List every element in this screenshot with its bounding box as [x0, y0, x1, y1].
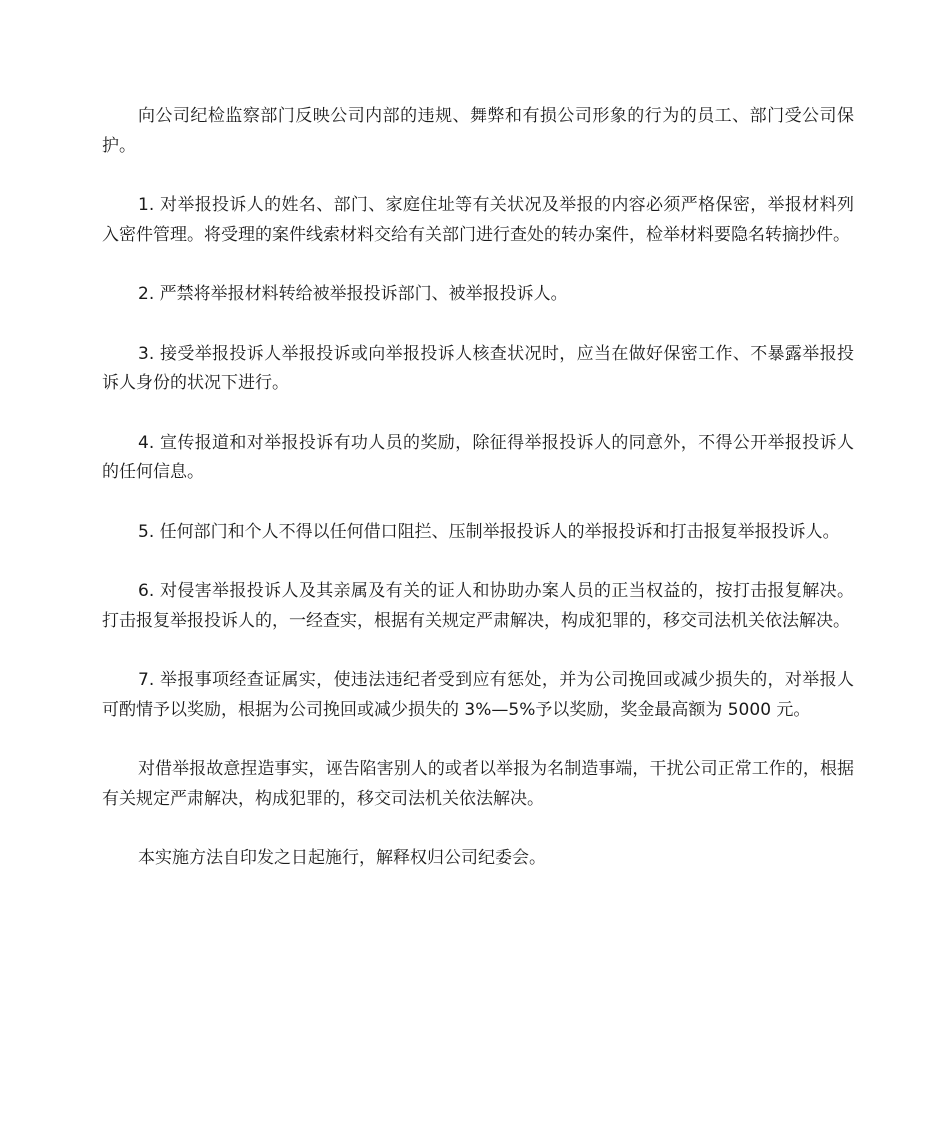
paragraph-item-3-verification: 3. 接受举报投诉人举报投诉或向举报投诉人核查状况时，应当在做好保密工作、不暴露举报投诉人身份的状况下进行。 — [102, 343, 854, 393]
document-body — [102, 102, 854, 874]
paragraph-false-accusation: 对借举报故意捏造事实，诬告陷害别人的或者以举报为名制造事端，干扰公司正常工作的，根据有关规定严肃解决，构成犯罪的，移交司法机关依法解决。 — [102, 759, 854, 809]
paragraph-item-6-retaliation: 6. 对侵害举报投诉人及其亲属及有关的证人和协助办案人员的正当权益的，按打击报复解决。打击报复举报投诉人的，一经查实，根据有关规定严肃解决，构成犯罪的，移交司法机关依法解决。 — [102, 581, 854, 631]
paragraph-item-2-forwarding-ban: 2. 严禁将举报材料转给被举报投诉部门、被举报投诉人。 — [138, 284, 568, 304]
paragraph-effective-date: 本实施方法自印发之日起施行，解释权归公司纪委会。 — [138, 848, 546, 868]
paragraph-item-1-confidentiality: 1. 对举报投诉人的姓名、部门、家庭住址等有关状况及举报的内容必须严格保密，举报材料列入密件管理。将受理的案件线索材料交给有关部门进行查处的转办案件，检举材料要隐名转摘抄件。 — [102, 195, 854, 245]
paragraph-item-5-obstruction: 5. 任何部门和个人不得以任何借口阻拦、压制举报投诉人的举报投诉和打击报复举报投诉人。 — [138, 521, 840, 542]
paragraph-item-4-publicity: 4. 宣传报道和对举报投诉有功人员的奖励，除征得举报投诉人的同意外，不得公开举报投诉人的任何信息。 — [102, 432, 854, 482]
paragraph-protection-statement: 向公司纪检监察部门反映公司内部的违规、舞弊和有损公司形象的行为的员工、部门受公司保护。 — [102, 106, 854, 156]
paragraph-item-7-reward: 7. 举报事项经查证属实，使违法违纪者受到应有惩处，并为公司挽回或减少损失的，对举报人可酌情予以奖励，根据为公司挽回或减少损失的 3%—5%予以奖励，奖金最高额为 5000 元。 — [102, 670, 854, 720]
